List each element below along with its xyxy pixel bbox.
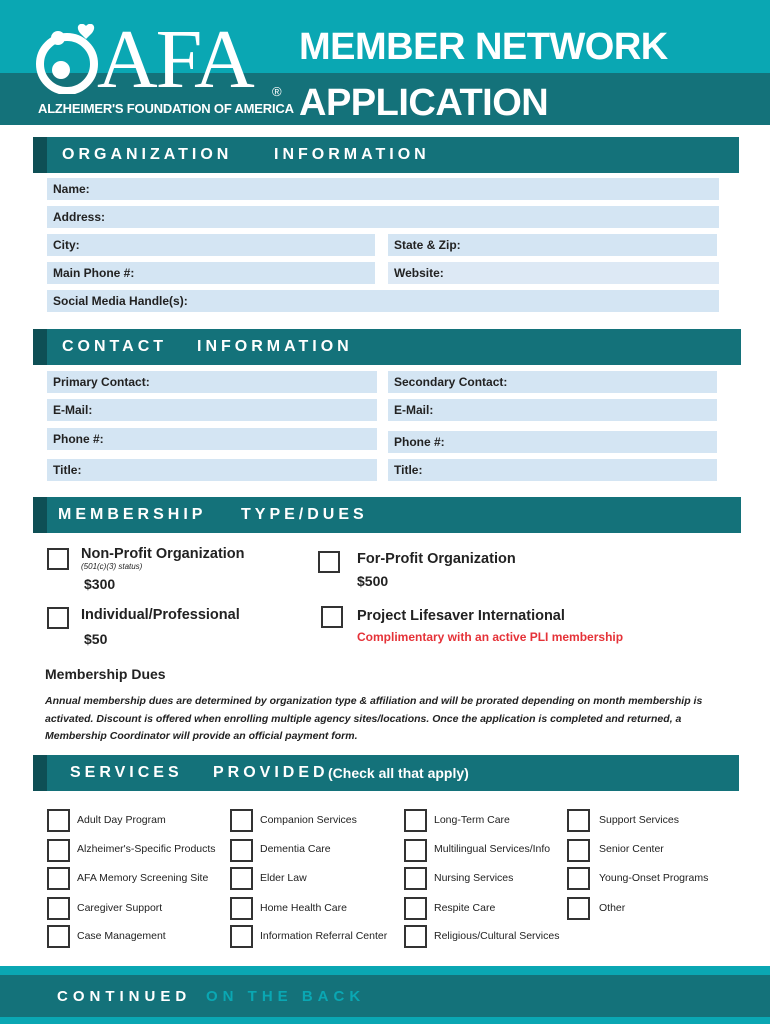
nonprofit-sublabel: (501(c)(3) status): [81, 562, 143, 571]
forprofit-label: For-Profit Organization: [357, 551, 516, 567]
service-checkbox[interactable]: [47, 897, 70, 920]
field-label: Website:: [394, 266, 444, 280]
field-label: Main Phone #:: [53, 266, 135, 280]
footer-on-the-back: ON THE BACK: [206, 988, 366, 1005]
logo-wordmark: AFA: [97, 13, 253, 106]
service-checkbox[interactable]: [404, 867, 427, 890]
service-checkbox[interactable]: [404, 839, 427, 862]
service-label: AFA Memory Screening Site: [77, 872, 209, 884]
footer-banner: [0, 975, 770, 1017]
secondary-title-field[interactable]: [388, 459, 717, 481]
section-title-word2: PROVIDED: [213, 764, 329, 781]
field-label: E-Mail:: [394, 403, 434, 417]
org-address-field[interactable]: [47, 206, 719, 228]
service-label: Alzheimer's-Specific Products: [77, 843, 216, 855]
section-header-membership: [33, 497, 741, 533]
service-label: Dementia Care: [260, 843, 331, 855]
service-checkbox[interactable]: [567, 867, 590, 890]
service-checkbox[interactable]: [404, 809, 427, 832]
service-checkbox[interactable]: [404, 925, 427, 948]
section-header-contact: [33, 329, 741, 365]
field-label: Title:: [53, 463, 82, 477]
section-stripe: [33, 137, 47, 173]
membership-dues-text: Annual membership dues are determined by organization type & affiliation and will be prorated depending on month membership is activated. Discount is offered when enrolling multiple agency sites/locations. Once the application is completed and returned, a Membership Coordinator will provide an official payment form.: [45, 695, 703, 742]
forprofit-checkbox[interactable]: [318, 551, 340, 573]
pli-checkbox[interactable]: [321, 606, 343, 628]
logo-subtitle: ALZHEIMER'S FOUNDATION OF AMERICA: [38, 101, 294, 116]
service-checkbox[interactable]: [230, 897, 253, 920]
service-label: Caregiver Support: [77, 902, 163, 914]
service-label: Case Management: [77, 930, 166, 942]
service-label: Multilingual Services/Info: [434, 843, 551, 855]
field-label: Primary Contact:: [53, 375, 150, 389]
service-label: Religious/Cultural Services: [434, 930, 560, 942]
service-label: Elder Law: [260, 872, 307, 884]
org-main-phone-field[interactable]: [47, 262, 375, 284]
section-title-word1: SERVICES: [70, 764, 183, 781]
field-label: Phone #:: [394, 435, 445, 449]
individual-checkbox[interactable]: [47, 607, 69, 629]
page-title-line1: MEMBER NETWORK: [299, 26, 668, 68]
footer-continued: CONTINUED: [57, 988, 192, 1005]
service-label: Senior Center: [599, 843, 664, 855]
field-label: State & Zip:: [394, 238, 461, 252]
footer-top-band: [0, 966, 770, 975]
service-checkbox[interactable]: [230, 839, 253, 862]
service-label: Other: [599, 902, 626, 914]
service-checkbox[interactable]: [230, 867, 253, 890]
secondary-phone-field[interactable]: [388, 431, 717, 453]
service-label: Companion Services: [260, 814, 357, 826]
service-label: Long-Term Care: [434, 814, 510, 826]
afa-logo: [0, 0, 298, 125]
service-checkbox[interactable]: [404, 897, 427, 920]
section-title-word2: INFORMATION: [197, 338, 353, 355]
section-stripe: [33, 497, 47, 533]
nonprofit-label: Non-Profit Organization: [81, 546, 245, 562]
service-label: Nursing Services: [434, 872, 514, 884]
service-checkbox[interactable]: [47, 867, 70, 890]
service-checkbox[interactable]: [47, 925, 70, 948]
field-label: Secondary Contact:: [394, 375, 508, 389]
org-social-field[interactable]: [47, 290, 719, 312]
nonprofit-price: $300: [84, 576, 116, 592]
primary-contact-field[interactable]: [47, 371, 377, 393]
individual-price: $50: [84, 631, 108, 647]
page-title-line2: APPLICATION: [299, 82, 549, 124]
org-state-zip-field[interactable]: [388, 234, 717, 256]
section-header-services: [33, 755, 739, 791]
field-label: E-Mail:: [53, 403, 93, 417]
org-city-field[interactable]: [47, 234, 375, 256]
section-stripe: [33, 755, 47, 791]
secondary-email-field[interactable]: [388, 399, 717, 421]
service-checkbox[interactable]: [567, 897, 590, 920]
service-label: Respite Care: [434, 902, 496, 914]
afa-figure-icon: [36, 24, 102, 94]
section-header-organization: [33, 137, 739, 173]
primary-email-field[interactable]: [47, 399, 377, 421]
service-label: Adult Day Program: [77, 814, 166, 826]
secondary-contact-field[interactable]: [388, 371, 717, 393]
membership-dues-heading: Membership Dues: [45, 666, 166, 682]
nonprofit-checkbox[interactable]: [47, 548, 69, 570]
service-checkbox[interactable]: [567, 839, 590, 862]
service-checkbox[interactable]: [47, 839, 70, 862]
org-website-field[interactable]: [388, 262, 719, 284]
field-label: Phone #:: [53, 432, 104, 446]
pli-label: Project Lifesaver International: [357, 608, 565, 624]
section-title-note: (Check all that apply): [328, 765, 469, 781]
field-label: City:: [53, 238, 80, 252]
section-title-word1: MEMBERSHIP: [58, 506, 207, 523]
section-title-word1: CONTACT: [62, 338, 168, 355]
service-label: Home Health Care: [260, 902, 347, 914]
field-label: Address:: [53, 210, 106, 224]
service-checkbox[interactable]: [230, 925, 253, 948]
org-name-field[interactable]: [47, 178, 719, 200]
registered-mark: ®: [272, 84, 282, 99]
field-label: Social Media Handle(s):: [53, 294, 188, 308]
section-stripe: [33, 329, 47, 365]
footer-bottom-band: [0, 1017, 770, 1024]
service-label: Young-Onset Programs: [599, 872, 709, 884]
primary-title-field[interactable]: [47, 459, 377, 481]
service-checkbox[interactable]: [567, 809, 590, 832]
section-title-word2: INFORMATION: [274, 146, 430, 163]
service-label: Information Referral Center: [260, 930, 388, 942]
individual-label: Individual/Professional: [81, 607, 240, 623]
service-checkbox[interactable]: [47, 809, 70, 832]
field-label: Title:: [394, 463, 423, 477]
primary-phone-field[interactable]: [47, 428, 377, 450]
service-label: Support Services: [599, 814, 679, 826]
field-label: Name:: [53, 182, 90, 196]
pli-note: Complimentary with an active PLI membership: [357, 630, 624, 644]
section-title-word2: TYPE/DUES: [241, 506, 368, 523]
section-title-word1: ORGANIZATION: [62, 146, 233, 163]
service-checkbox[interactable]: [230, 809, 253, 832]
forprofit-price: $500: [357, 573, 389, 589]
